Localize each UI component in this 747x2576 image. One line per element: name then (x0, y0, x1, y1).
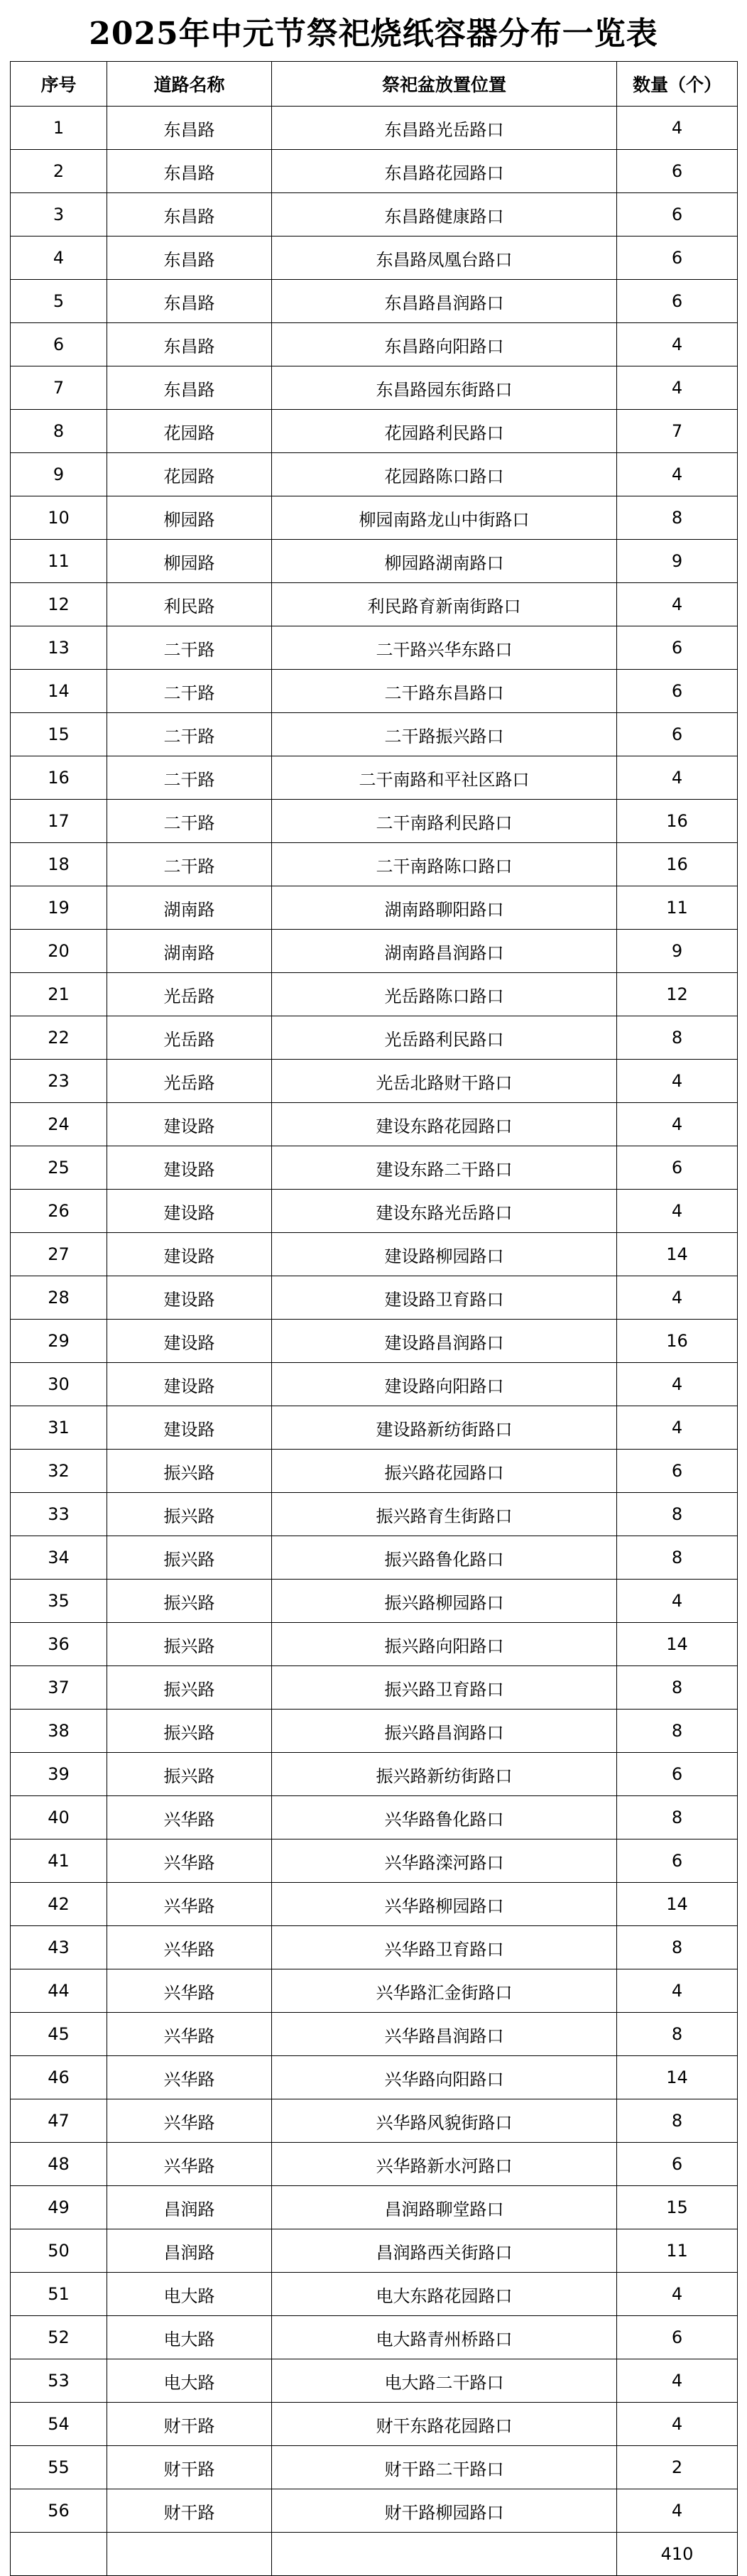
row-quantity: 16 (617, 1320, 738, 1363)
row-road-name: 花园路 (107, 410, 272, 453)
row-location: 建设路向阳路口 (272, 1363, 617, 1406)
row-index: 42 (11, 1883, 107, 1926)
table-row (11, 2316, 738, 2359)
row-location: 财干路二干路口 (272, 2446, 617, 2489)
row-index: 36 (11, 1623, 107, 1666)
row-road-name: 建设路 (107, 1276, 272, 1320)
row-quantity: 8 (617, 1016, 738, 1060)
total-empty-cell (107, 2533, 272, 2576)
row-location: 兴华路向阳路口 (272, 2056, 617, 2099)
table-header-row (11, 62, 738, 107)
row-location: 振兴路昌润路口 (272, 1710, 617, 1753)
table-row (11, 2186, 738, 2229)
row-index: 11 (11, 540, 107, 583)
row-index: 12 (11, 583, 107, 626)
row-road-name: 财干路 (107, 2403, 272, 2446)
table-row (11, 1060, 738, 1103)
row-road-name: 振兴路 (107, 1536, 272, 1580)
row-quantity: 8 (617, 1536, 738, 1580)
row-location: 振兴路育生街路口 (272, 1493, 617, 1536)
table-row (11, 1016, 738, 1060)
table-row (11, 540, 738, 583)
total-row (11, 2533, 738, 2576)
row-location: 东昌路园东街路口 (272, 366, 617, 410)
row-index: 53 (11, 2359, 107, 2403)
row-road-name: 兴华路 (107, 2013, 272, 2056)
row-road-name: 东昌路 (107, 366, 272, 410)
row-road-name: 二干路 (107, 713, 272, 756)
row-index: 1 (11, 107, 107, 150)
row-location: 东昌路凤凰台路口 (272, 237, 617, 280)
table-row (11, 1320, 738, 1363)
row-location: 光岳北路财干路口 (272, 1060, 617, 1103)
table-row (11, 2013, 738, 2056)
row-quantity: 14 (617, 1623, 738, 1666)
header-index: 序号 (11, 62, 107, 107)
row-quantity: 4 (617, 366, 738, 410)
table-row (11, 2446, 738, 2489)
row-quantity: 15 (617, 2186, 738, 2229)
row-quantity: 4 (617, 2403, 738, 2446)
row-road-name: 东昌路 (107, 193, 272, 237)
row-quantity: 4 (617, 583, 738, 626)
row-location: 东昌路花园路口 (272, 150, 617, 193)
row-index: 26 (11, 1190, 107, 1233)
row-road-name: 振兴路 (107, 1580, 272, 1623)
row-road-name: 二干路 (107, 670, 272, 713)
row-quantity: 16 (617, 843, 738, 886)
header-road-name: 道路名称 (107, 62, 272, 107)
table-row (11, 1753, 738, 1796)
total-empty-cell (11, 2533, 107, 2576)
row-index: 37 (11, 1666, 107, 1710)
row-road-name: 振兴路 (107, 1450, 272, 1493)
row-index: 32 (11, 1450, 107, 1493)
row-quantity: 4 (617, 1580, 738, 1623)
row-location: 柳园路湖南路口 (272, 540, 617, 583)
row-road-name: 光岳路 (107, 1060, 272, 1103)
table-row (11, 1623, 738, 1666)
row-location: 昌润路聊堂路口 (272, 2186, 617, 2229)
row-index: 48 (11, 2143, 107, 2186)
row-location: 建设路柳园路口 (272, 1233, 617, 1276)
row-index: 47 (11, 2099, 107, 2143)
row-index: 39 (11, 1753, 107, 1796)
row-location: 利民路育新南街路口 (272, 583, 617, 626)
row-index: 14 (11, 670, 107, 713)
table-row (11, 1969, 738, 2013)
row-road-name: 东昌路 (107, 323, 272, 366)
row-road-name: 花园路 (107, 453, 272, 496)
row-location: 建设东路花园路口 (272, 1103, 617, 1146)
row-road-name: 昌润路 (107, 2229, 272, 2273)
row-location: 花园路陈口路口 (272, 453, 617, 496)
row-quantity: 4 (617, 1103, 738, 1146)
row-road-name: 财干路 (107, 2446, 272, 2489)
row-road-name: 兴华路 (107, 1883, 272, 1926)
row-quantity: 16 (617, 800, 738, 843)
row-quantity: 14 (617, 2056, 738, 2099)
row-road-name: 二干路 (107, 843, 272, 886)
row-road-name: 建设路 (107, 1190, 272, 1233)
row-location: 二干路东昌路口 (272, 670, 617, 713)
row-quantity: 4 (617, 756, 738, 800)
row-location: 昌润路西关街路口 (272, 2229, 617, 2273)
row-index: 17 (11, 800, 107, 843)
table-row (11, 1839, 738, 1883)
row-quantity: 4 (617, 1969, 738, 2013)
row-index: 6 (11, 323, 107, 366)
row-quantity: 8 (617, 1926, 738, 1969)
row-index: 45 (11, 2013, 107, 2056)
table-row (11, 280, 738, 323)
row-quantity: 14 (617, 1233, 738, 1276)
row-index: 3 (11, 193, 107, 237)
row-road-name: 东昌路 (107, 237, 272, 280)
row-index: 18 (11, 843, 107, 886)
table-row (11, 1190, 738, 1233)
row-location: 兴华路昌润路口 (272, 2013, 617, 2056)
row-quantity: 6 (617, 1450, 738, 1493)
row-location: 建设路昌润路口 (272, 1320, 617, 1363)
row-quantity: 4 (617, 1406, 738, 1450)
row-road-name: 振兴路 (107, 1493, 272, 1536)
table-row (11, 1926, 738, 1969)
row-location: 电大路二干路口 (272, 2359, 617, 2403)
row-quantity: 4 (617, 1363, 738, 1406)
row-location: 振兴路鲁化路口 (272, 1536, 617, 1580)
table-row (11, 1233, 738, 1276)
row-location: 二干南路和平社区路口 (272, 756, 617, 800)
row-index: 25 (11, 1146, 107, 1190)
row-location: 光岳路陈口路口 (272, 973, 617, 1016)
row-road-name: 振兴路 (107, 1623, 272, 1666)
row-quantity: 14 (617, 1883, 738, 1926)
row-road-name: 兴华路 (107, 1839, 272, 1883)
row-road-name: 振兴路 (107, 1710, 272, 1753)
total-empty-cell (272, 2533, 617, 2576)
row-road-name: 二干路 (107, 800, 272, 843)
row-index: 24 (11, 1103, 107, 1146)
table-row (11, 150, 738, 193)
row-index: 27 (11, 1233, 107, 1276)
row-location: 兴华路滦河路口 (272, 1839, 617, 1883)
table-row (11, 1796, 738, 1839)
row-location: 建设路新纺街路口 (272, 1406, 617, 1450)
total-value: 410 (617, 2533, 738, 2576)
row-index: 46 (11, 2056, 107, 2099)
row-location: 电大路青州桥路口 (272, 2316, 617, 2359)
row-location: 兴华路新水河路口 (272, 2143, 617, 2186)
row-index: 19 (11, 886, 107, 930)
table-row (11, 1580, 738, 1623)
row-index: 5 (11, 280, 107, 323)
row-road-name: 光岳路 (107, 973, 272, 1016)
row-location: 兴华路汇金街路口 (272, 1969, 617, 2013)
table-row (11, 2099, 738, 2143)
row-quantity: 8 (617, 2013, 738, 2056)
header-quantity: 数量（个） (617, 62, 738, 107)
row-road-name: 昌润路 (107, 2186, 272, 2229)
row-quantity: 6 (617, 150, 738, 193)
row-index: 2 (11, 150, 107, 193)
row-index: 29 (11, 1320, 107, 1363)
row-quantity: 9 (617, 930, 738, 973)
row-quantity: 2 (617, 2446, 738, 2489)
table-row (11, 1103, 738, 1146)
row-location: 振兴路花园路口 (272, 1450, 617, 1493)
row-index: 30 (11, 1363, 107, 1406)
header-location: 祭祀盆放置位置 (272, 62, 617, 107)
row-quantity: 6 (617, 237, 738, 280)
table-row (11, 1710, 738, 1753)
table-row (11, 2229, 738, 2273)
row-road-name: 东昌路 (107, 280, 272, 323)
row-road-name: 东昌路 (107, 107, 272, 150)
row-quantity: 8 (617, 2099, 738, 2143)
row-location: 光岳路利民路口 (272, 1016, 617, 1060)
row-road-name: 兴华路 (107, 1796, 272, 1839)
table-row (11, 1406, 738, 1450)
row-index: 4 (11, 237, 107, 280)
row-quantity: 8 (617, 1710, 738, 1753)
row-index: 10 (11, 496, 107, 540)
row-road-name: 兴华路 (107, 2143, 272, 2186)
row-road-name: 电大路 (107, 2316, 272, 2359)
row-quantity: 6 (617, 670, 738, 713)
row-quantity: 6 (617, 1146, 738, 1190)
row-index: 33 (11, 1493, 107, 1536)
row-index: 15 (11, 713, 107, 756)
row-quantity: 8 (617, 1493, 738, 1536)
row-location: 建设东路光岳路口 (272, 1190, 617, 1233)
row-road-name: 建设路 (107, 1233, 272, 1276)
row-quantity: 9 (617, 540, 738, 583)
row-location: 财干路柳园路口 (272, 2489, 617, 2533)
row-location: 兴华路柳园路口 (272, 1883, 617, 1926)
table-row (11, 366, 738, 410)
row-location: 振兴路新纺街路口 (272, 1753, 617, 1796)
row-road-name: 东昌路 (107, 150, 272, 193)
table-row (11, 973, 738, 1016)
row-road-name: 建设路 (107, 1406, 272, 1450)
row-road-name: 建设路 (107, 1146, 272, 1190)
table-row (11, 193, 738, 237)
row-index: 38 (11, 1710, 107, 1753)
table-row (11, 2489, 738, 2533)
row-index: 9 (11, 453, 107, 496)
row-road-name: 电大路 (107, 2273, 272, 2316)
row-road-name: 光岳路 (107, 1016, 272, 1060)
row-index: 22 (11, 1016, 107, 1060)
row-quantity: 12 (617, 973, 738, 1016)
row-quantity: 4 (617, 2273, 738, 2316)
row-quantity: 6 (617, 2143, 738, 2186)
row-index: 55 (11, 2446, 107, 2489)
row-quantity: 4 (617, 2489, 738, 2533)
row-index: 56 (11, 2489, 107, 2533)
row-quantity: 8 (617, 1666, 738, 1710)
row-quantity: 6 (617, 2316, 738, 2359)
row-location: 振兴路卫育路口 (272, 1666, 617, 1710)
table-row (11, 107, 738, 150)
row-road-name: 利民路 (107, 583, 272, 626)
row-index: 43 (11, 1926, 107, 1969)
row-index: 8 (11, 410, 107, 453)
table-row (11, 1666, 738, 1710)
row-quantity: 6 (617, 626, 738, 670)
row-index: 52 (11, 2316, 107, 2359)
distribution-table (10, 61, 738, 2576)
row-index: 50 (11, 2229, 107, 2273)
row-location: 二干南路利民路口 (272, 800, 617, 843)
row-location: 振兴路柳园路口 (272, 1580, 617, 1623)
table-row (11, 2143, 738, 2186)
row-quantity: 8 (617, 1796, 738, 1839)
row-road-name: 柳园路 (107, 540, 272, 583)
table-row (11, 237, 738, 280)
row-location: 东昌路向阳路口 (272, 323, 617, 366)
row-index: 41 (11, 1839, 107, 1883)
table-row (11, 1493, 738, 1536)
row-quantity: 6 (617, 713, 738, 756)
row-index: 28 (11, 1276, 107, 1320)
row-location: 湖南路昌润路口 (272, 930, 617, 973)
table-row (11, 453, 738, 496)
row-road-name: 建设路 (107, 1363, 272, 1406)
row-index: 31 (11, 1406, 107, 1450)
row-road-name: 电大路 (107, 2359, 272, 2403)
row-location: 财干东路花园路口 (272, 2403, 617, 2446)
row-index: 51 (11, 2273, 107, 2316)
table-row (11, 410, 738, 453)
table-row (11, 323, 738, 366)
row-location: 兴华路卫育路口 (272, 1926, 617, 1969)
row-location: 建设路卫育路口 (272, 1276, 617, 1320)
table-row (11, 583, 738, 626)
row-location: 振兴路向阳路口 (272, 1623, 617, 1666)
row-location: 二干路兴华东路口 (272, 626, 617, 670)
table-row (11, 2359, 738, 2403)
row-quantity: 4 (617, 323, 738, 366)
row-quantity: 4 (617, 1190, 738, 1233)
row-quantity: 6 (617, 1839, 738, 1883)
row-quantity: 7 (617, 410, 738, 453)
page-title: 2025年中元节祭祀烧纸容器分布一览表 (89, 16, 658, 52)
table-row (11, 800, 738, 843)
row-index: 13 (11, 626, 107, 670)
row-index: 21 (11, 973, 107, 1016)
row-location: 二干南路陈口路口 (272, 843, 617, 886)
row-index: 34 (11, 1536, 107, 1580)
row-quantity: 4 (617, 1060, 738, 1103)
table-row (11, 2273, 738, 2316)
table-row (11, 2403, 738, 2446)
row-index: 40 (11, 1796, 107, 1839)
row-road-name: 湖南路 (107, 886, 272, 930)
row-location: 东昌路昌润路口 (272, 280, 617, 323)
row-location: 兴华路风貌街路口 (272, 2099, 617, 2143)
row-road-name: 兴华路 (107, 2056, 272, 2099)
table-row (11, 1363, 738, 1406)
table-row (11, 843, 738, 886)
row-index: 23 (11, 1060, 107, 1103)
table-row (11, 930, 738, 973)
row-location: 兴华路鲁化路口 (272, 1796, 617, 1839)
row-road-name: 振兴路 (107, 1753, 272, 1796)
row-location: 电大东路花园路口 (272, 2273, 617, 2316)
table-row (11, 626, 738, 670)
row-road-name: 建设路 (107, 1320, 272, 1363)
row-index: 49 (11, 2186, 107, 2229)
row-location: 湖南路聊阳路口 (272, 886, 617, 930)
row-quantity: 4 (617, 453, 738, 496)
row-road-name: 二干路 (107, 756, 272, 800)
row-location: 东昌路光岳路口 (272, 107, 617, 150)
table-row (11, 1146, 738, 1190)
row-index: 16 (11, 756, 107, 800)
row-road-name: 财干路 (107, 2489, 272, 2533)
row-location: 二干路振兴路口 (272, 713, 617, 756)
table-row (11, 1450, 738, 1493)
row-quantity: 11 (617, 886, 738, 930)
row-quantity: 4 (617, 107, 738, 150)
row-quantity: 6 (617, 280, 738, 323)
row-index: 44 (11, 1969, 107, 2013)
row-index: 35 (11, 1580, 107, 1623)
row-location: 柳园南路龙山中街路口 (272, 496, 617, 540)
row-road-name: 柳园路 (107, 496, 272, 540)
table-row (11, 2056, 738, 2099)
row-index: 20 (11, 930, 107, 973)
row-road-name: 湖南路 (107, 930, 272, 973)
table-body (11, 107, 738, 2533)
row-quantity: 8 (617, 496, 738, 540)
row-location: 花园路利民路口 (272, 410, 617, 453)
row-road-name: 振兴路 (107, 1666, 272, 1710)
table-row (11, 670, 738, 713)
table-row (11, 713, 738, 756)
row-quantity: 6 (617, 1753, 738, 1796)
row-road-name: 建设路 (107, 1103, 272, 1146)
row-quantity: 6 (617, 193, 738, 237)
table-row (11, 1536, 738, 1580)
row-index: 7 (11, 366, 107, 410)
row-location: 建设东路二干路口 (272, 1146, 617, 1190)
table-row (11, 886, 738, 930)
row-quantity: 11 (617, 2229, 738, 2273)
row-road-name: 二干路 (107, 626, 272, 670)
row-quantity: 4 (617, 1276, 738, 1320)
row-quantity: 4 (617, 2359, 738, 2403)
row-index: 54 (11, 2403, 107, 2446)
row-road-name: 兴华路 (107, 1969, 272, 2013)
table-row (11, 1276, 738, 1320)
row-road-name: 兴华路 (107, 1926, 272, 1969)
row-road-name: 兴华路 (107, 2099, 272, 2143)
table-row (11, 756, 738, 800)
row-location: 东昌路健康路口 (272, 193, 617, 237)
table-row (11, 1883, 738, 1926)
table-row (11, 496, 738, 540)
